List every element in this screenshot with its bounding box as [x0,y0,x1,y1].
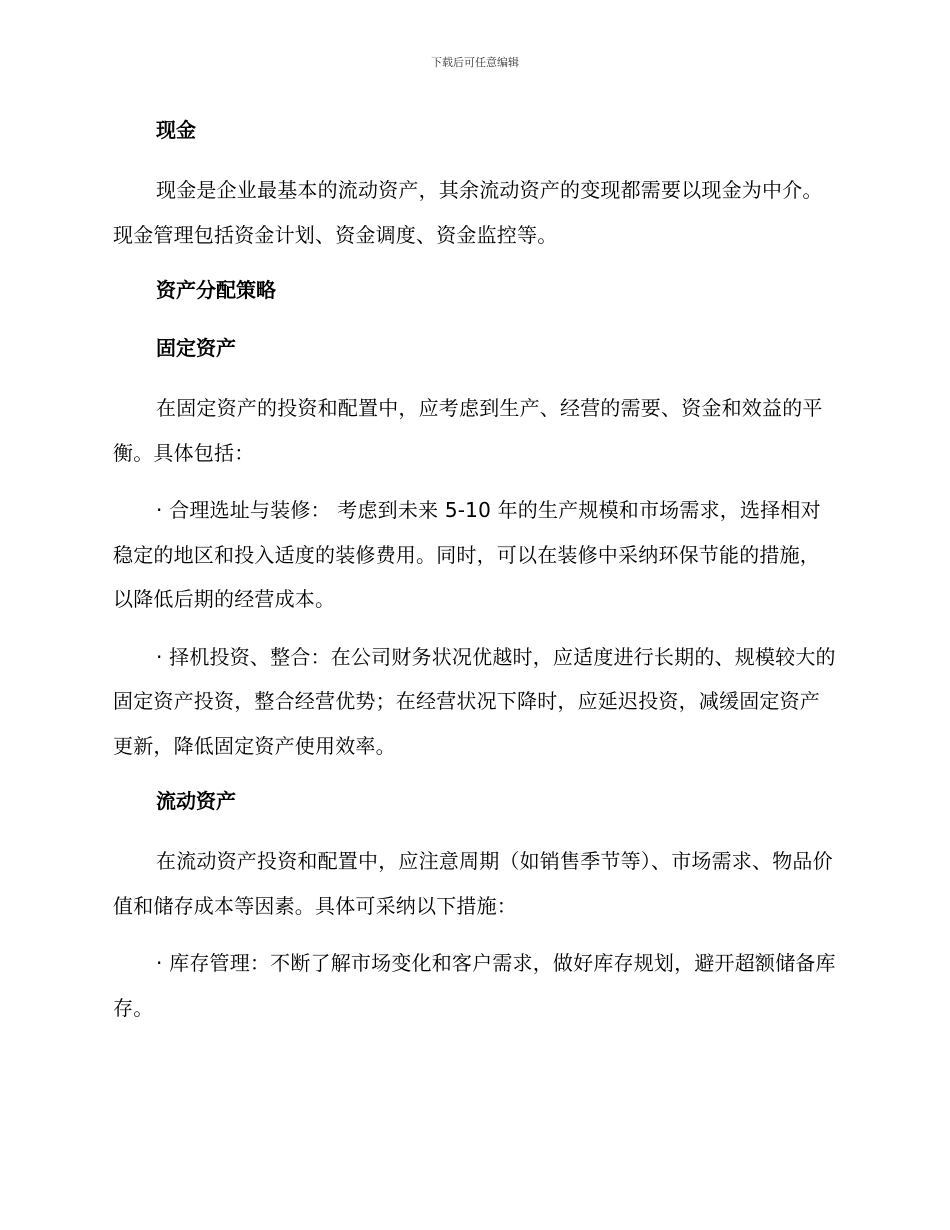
section-heading-strategy: 资产分配策略 [156,278,276,302]
section-heading-fixed-assets: 固定资产 [156,336,236,360]
paragraph-current-intro: 在流动资产投资和配置中，应注意周期（如销售季节等）、市场需求、物品价值和储存成本等因素。具体可采纳以下措施： [113,849,833,918]
bullet-fixed-location: · 合理选址与装修： 考虑到未来 5-10 年的生产规模和市场需求，选择相对稳定的地区和投入适度的装修费用。同时，可以在装修中采纳环保节能的措施，以降低后期的经营成本。 [113,498,821,611]
header-note: 下载后可任意编辑 [431,56,519,69]
document-body [113,110,837,1043]
bullet-fixed-investment: · 择机投资、整合：在公司财务状况优越时，应适度进行长期的、规模较大的固定资产投资，整合经营优势；在经营状况下降时，应延迟投资，减缓固定资产更新，降低固定资产使用效率。 [113,644,836,758]
section-heading-current-assets: 流动资产 [156,789,236,813]
paragraph-fixed-intro: 在固定资产的投资和配置中，应考虑到生产、经营的需要、资金和效益的平衡。具体包括： [113,396,823,465]
bullet-inventory-management: · 库存管理：不断了解市场变化和客户需求，做好库存规划，避开超额储备库存。 [113,951,836,1020]
paragraph-cash: 现金是企业最基本的流动资产，其余流动资产的变现都需要以现金为中介。现金管理包括资金计划、资金调度、资金监控等。 [113,178,823,247]
section-heading-cash: 现金 [156,118,196,142]
